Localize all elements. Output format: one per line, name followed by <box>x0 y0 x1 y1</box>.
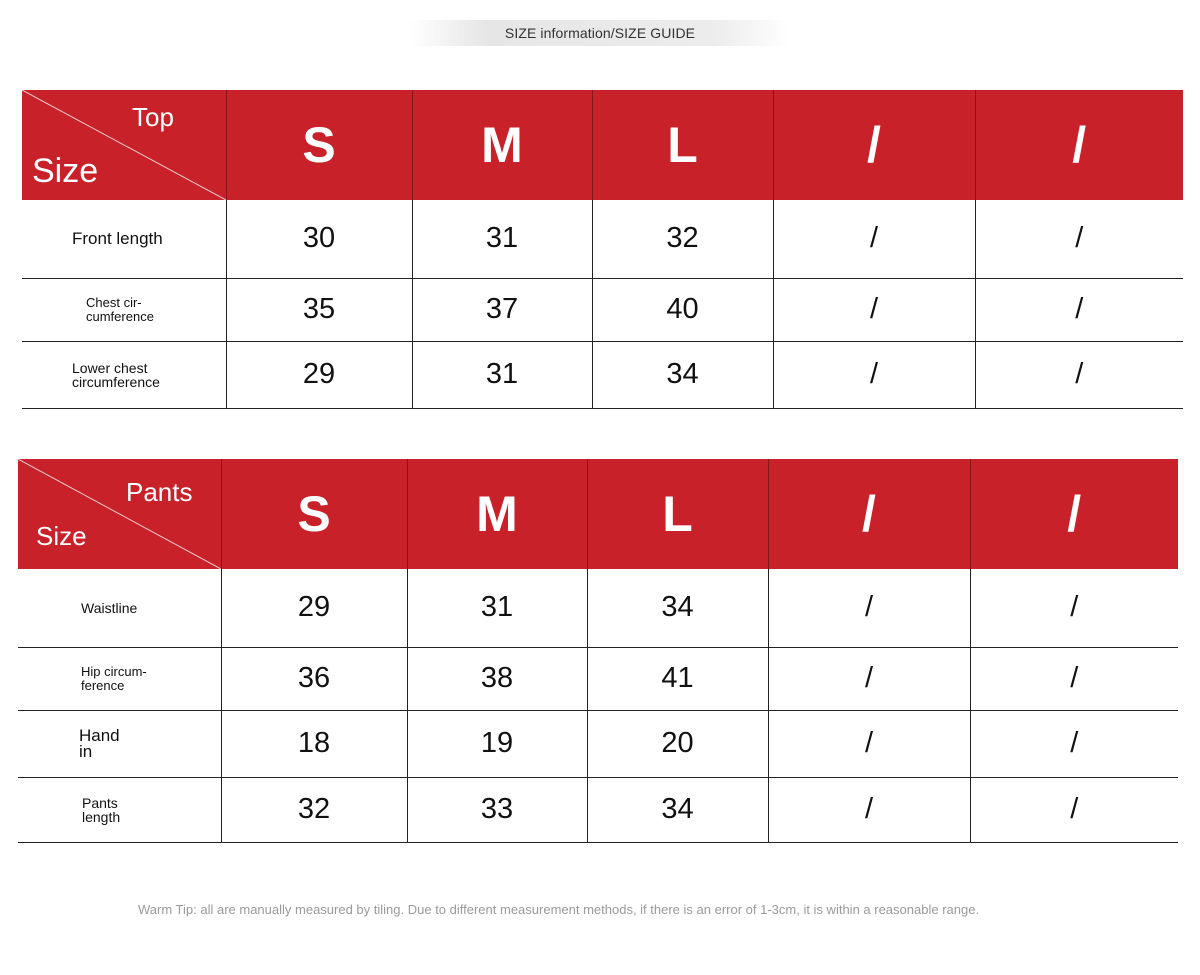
row-label: Pants length <box>18 777 221 842</box>
top-size-table <box>22 90 1183 409</box>
row-label: Chest cir- cumference <box>22 278 226 341</box>
cell-value: 33 <box>407 777 587 842</box>
cell-value: 41 <box>587 647 768 710</box>
row-label: Front length <box>22 200 226 278</box>
cell-value: 40 <box>592 278 773 341</box>
cell-value: / <box>768 710 970 777</box>
size-guide-banner <box>410 20 790 46</box>
cell-value: 29 <box>221 569 407 647</box>
table-row <box>18 710 1178 777</box>
corner-size-label: Size <box>36 521 87 551</box>
warm-tip: Warm Tip: all are manually measured by tiling. Due to different measurement methods, if there is an error of 1-3cm, it is within a reasonable range. <box>138 902 980 917</box>
cell-value: / <box>975 278 1183 341</box>
cell-value: 37 <box>412 278 592 341</box>
cell-value: 34 <box>592 341 773 408</box>
size-m-header: M <box>412 90 592 200</box>
size-s-header: S <box>226 90 412 200</box>
cell-value: / <box>975 341 1183 408</box>
cell-value: 32 <box>221 777 407 842</box>
table-row <box>22 200 1183 278</box>
cell-value: 18 <box>221 710 407 777</box>
row-label: Hip circum- ference <box>18 647 221 710</box>
cell-value: / <box>970 569 1178 647</box>
cell-value: / <box>970 710 1178 777</box>
cell-value: / <box>773 200 975 278</box>
size-na-header: / <box>768 459 970 569</box>
row-label: Waistline <box>18 569 221 647</box>
cell-value: / <box>970 777 1178 842</box>
cell-value: / <box>970 647 1178 710</box>
cell-value: 19 <box>407 710 587 777</box>
cell-value: 31 <box>407 569 587 647</box>
cell-value: 35 <box>226 278 412 341</box>
cell-value: / <box>975 200 1183 278</box>
cell-value: 20 <box>587 710 768 777</box>
row-label: Lower chest circumference <box>22 341 226 408</box>
corner-size-label: Size <box>32 152 99 190</box>
cell-value: 29 <box>226 341 412 408</box>
table-row <box>18 647 1178 710</box>
cell-value: / <box>768 777 970 842</box>
size-m-header: M <box>407 459 587 569</box>
size-na-header: / <box>975 90 1183 200</box>
size-l-header: L <box>592 90 773 200</box>
top-header-row <box>22 90 1183 200</box>
cell-value: 34 <box>587 569 768 647</box>
table-row <box>18 569 1178 647</box>
pants-header-row <box>18 459 1178 569</box>
row-label: Hand in <box>18 710 221 777</box>
table-row <box>22 278 1183 341</box>
corner-pants-label: Pants <box>126 477 193 507</box>
cell-value: / <box>773 341 975 408</box>
cell-value: 34 <box>587 777 768 842</box>
cell-value: 31 <box>412 341 592 408</box>
pants-corner-cell <box>18 459 221 569</box>
cell-value: 31 <box>412 200 592 278</box>
cell-value: 30 <box>226 200 412 278</box>
pants-size-table <box>18 459 1178 843</box>
cell-value: 38 <box>407 647 587 710</box>
size-l-header: L <box>587 459 768 569</box>
size-na-header: / <box>773 90 975 200</box>
table-row <box>18 777 1178 842</box>
cell-value: 36 <box>221 647 407 710</box>
cell-value: / <box>773 278 975 341</box>
size-na-header: / <box>970 459 1178 569</box>
diagonal-divider <box>18 459 221 569</box>
cell-value: 32 <box>592 200 773 278</box>
cell-value: / <box>768 569 970 647</box>
size-s-header: S <box>221 459 407 569</box>
table-row <box>22 341 1183 408</box>
top-corner-cell <box>22 90 226 200</box>
banner-title: SIZE information/SIZE GUIDE <box>504 25 696 41</box>
cell-value: / <box>768 647 970 710</box>
corner-top-label: Top <box>132 102 174 132</box>
